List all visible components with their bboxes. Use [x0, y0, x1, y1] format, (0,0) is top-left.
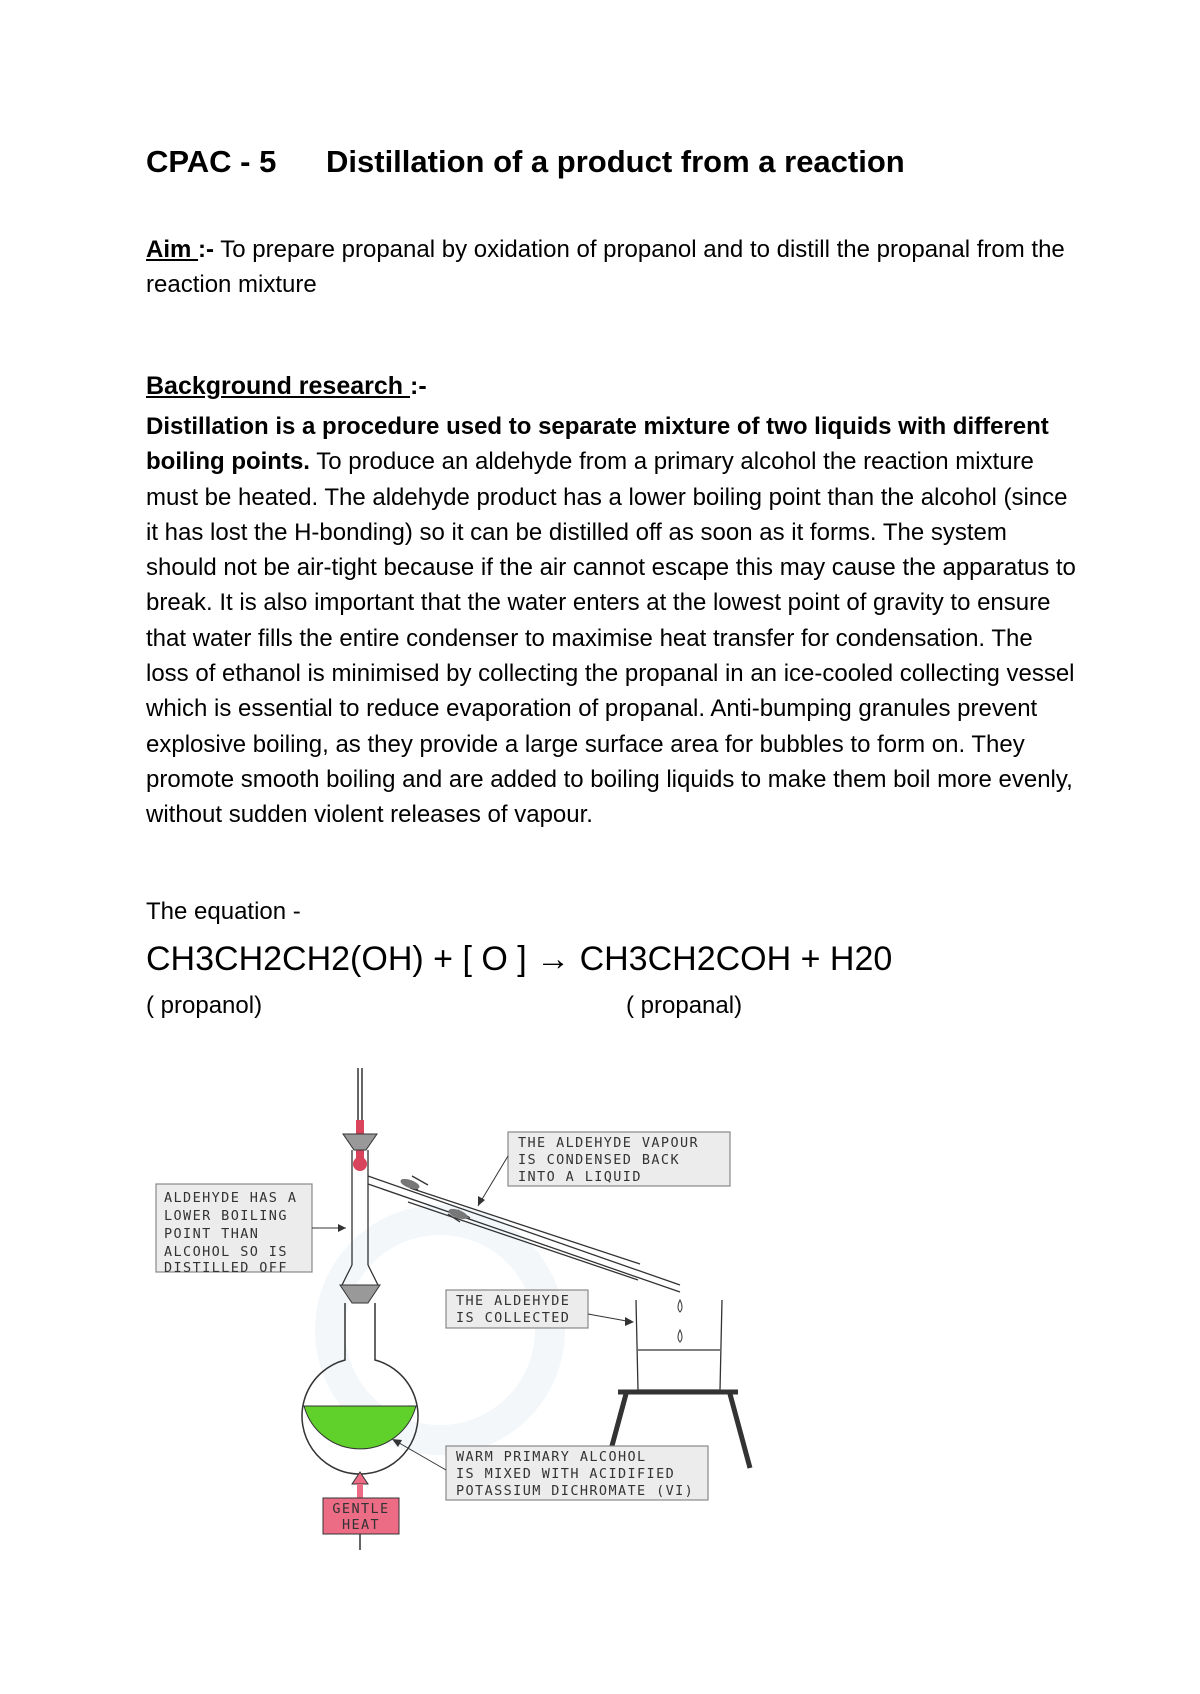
page-title: [146, 144, 905, 180]
equation-label: The equation -: [146, 898, 301, 925]
boiling-label-line: ALDEHYDE HAS A: [164, 1190, 298, 1206]
background-paragraph: [146, 409, 1076, 833]
aim-separator: :-: [198, 236, 214, 263]
background-heading-label: Background research: [146, 372, 410, 400]
boiling-label-line: POINT THAN: [164, 1226, 260, 1242]
heat-source: [323, 1472, 399, 1550]
vapour-label-line: INTO A LIQUID: [518, 1169, 642, 1185]
boiling-label-line: LOWER BOILING: [164, 1208, 288, 1224]
collecting-beaker: [636, 1300, 722, 1390]
background-lead: Distillation is a procedure used to separate mixture of two liquids with different boiling points.: [146, 413, 1049, 476]
vapour-label-line: IS CONDENSED BACK: [518, 1152, 680, 1168]
collected-label-line: THE ALDEHYDE: [456, 1293, 571, 1309]
background-body: To produce an aldehyde from a primary alcohol the reaction mixture must be heated. The aldehyde product has a lower boiling point than the alcohol (since it has lost the H-bonding) so it can be distilled off as soon as it forms. The system should not be air-tight because if the air cannot escape this may cause the apparatus to break. It is also important that the water enters at the lowest point of gravity to ensure that water fills the entire condenser to maximise heat transfer for condensation. The loss of ethanol is minimised by collecting the propanal in an ice-cooled collecting vessel which is essential to reduce evaporation of propanal. Anti-bumping granules prevent explosive boiling, as they provide a large surface area for bubbles to form on. They promote smooth boiling and are added to boiling liquids to make them boil more evenly, without sudden violent releases of vapour.: [146, 448, 1076, 829]
reactant-name: ( propanol): [146, 992, 263, 1019]
product-name: ( propanal): [626, 992, 743, 1019]
distillation-apparatus-diagram: [140, 1060, 780, 1560]
mixture-label-line: POTASSIUM DICHROMATE (VI): [456, 1483, 695, 1499]
aim-label: Aim: [146, 236, 199, 263]
boiling-label-line: ALCOHOL SO IS: [164, 1244, 288, 1260]
label-collected: [446, 1290, 634, 1328]
aim-section: [146, 232, 1076, 302]
background-heading-separator: :-: [410, 372, 427, 400]
thermometer: [353, 1068, 367, 1171]
aim-text: To prepare propanal by oxidation of propanol and to distill the propanal from the reaction mixture: [146, 236, 1065, 298]
still-head-bung: [343, 1134, 377, 1150]
mixture-label-line: IS MIXED WITH ACIDIFIED: [456, 1466, 676, 1482]
vapour-label-line: THE ALDEHYDE VAPOUR: [518, 1135, 700, 1151]
mixture-label-line: WARM PRIMARY ALCOHOL: [456, 1449, 647, 1465]
title-text: Distillation of a product from a reaction: [326, 144, 905, 179]
heat-label-line: GENTLE: [332, 1501, 390, 1517]
background-heading: [146, 372, 427, 401]
heat-label-line: HEAT: [341, 1517, 381, 1533]
drip-icon: [678, 1330, 682, 1342]
title-number: CPAC - 5: [146, 144, 277, 179]
drip-icon: [678, 1300, 682, 1312]
label-boiling-point: [156, 1184, 346, 1276]
equation-formula: CH3CH2CH2(OH) + [ O ] → CH3CH2COH + H20: [146, 940, 893, 978]
collected-label-line: IS COLLECTED: [456, 1310, 571, 1326]
boiling-label-line: DISTILLED OFF: [164, 1260, 288, 1276]
label-vapour-condensed: [478, 1132, 730, 1206]
